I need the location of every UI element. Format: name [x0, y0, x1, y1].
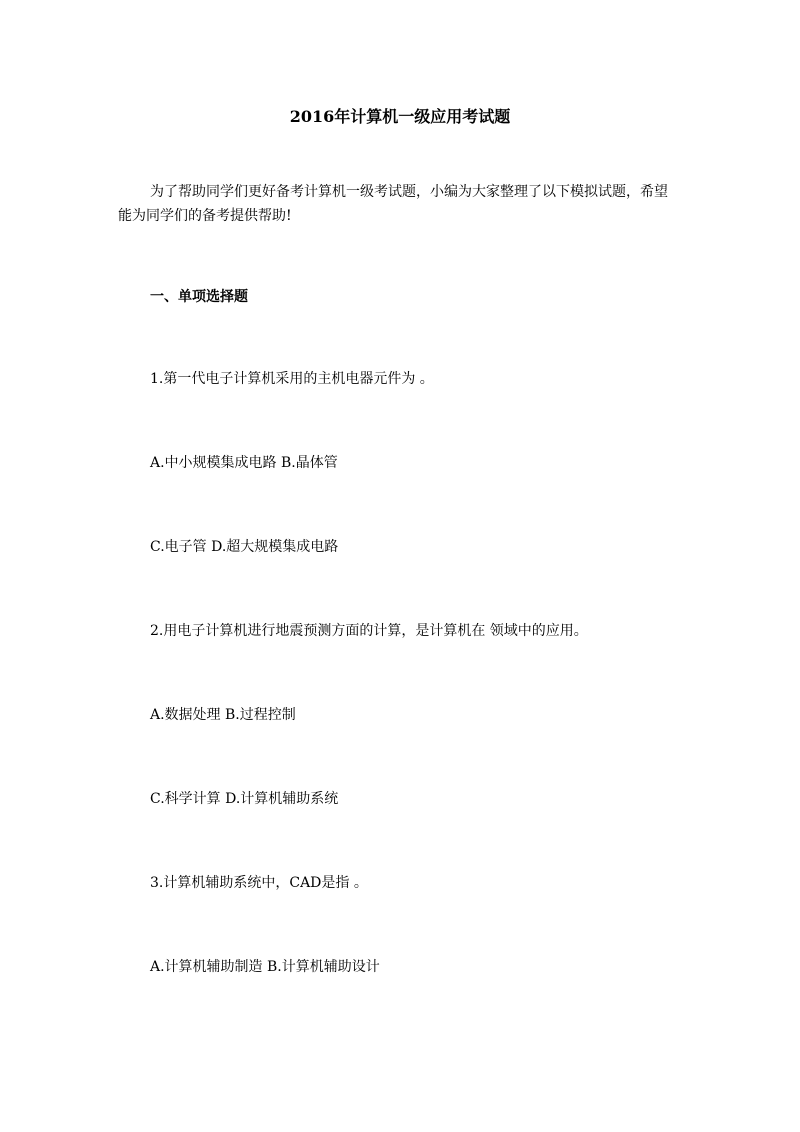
question-2-options-cd: C.科学计算 D.计算机辅助系统 [150, 791, 339, 807]
intro-paragraph: 为了帮助同学们更好备考计算机一级考试题，小编为大家整理了以下模拟试题，希望能为同学们的备考提供帮助! [118, 184, 668, 224]
question-3: 3.计算机辅助系统中，CAD是指 。 [150, 875, 368, 891]
document-title: 2016年计算机一级应用考试题 [289, 107, 511, 126]
question-2: 2.用电子计算机进行地震预测方面的计算，是计算机在 领域中的应用。 [150, 623, 588, 639]
question-3-options-ab: A.计算机辅助制造 B.计算机辅助设计 [150, 959, 380, 975]
section-heading: 一、单项选择题 [150, 289, 248, 305]
question-1-options-cd: C.电子管 D.超大规模集成电路 [150, 539, 339, 555]
question-2-options-ab: A.数据处理 B.过程控制 [150, 707, 296, 723]
question-1-options-ab: A.中小规模集成电路 B.晶体管 [150, 455, 338, 471]
question-1: 1.第一代电子计算机采用的主机电器元件为 。 [150, 371, 434, 387]
